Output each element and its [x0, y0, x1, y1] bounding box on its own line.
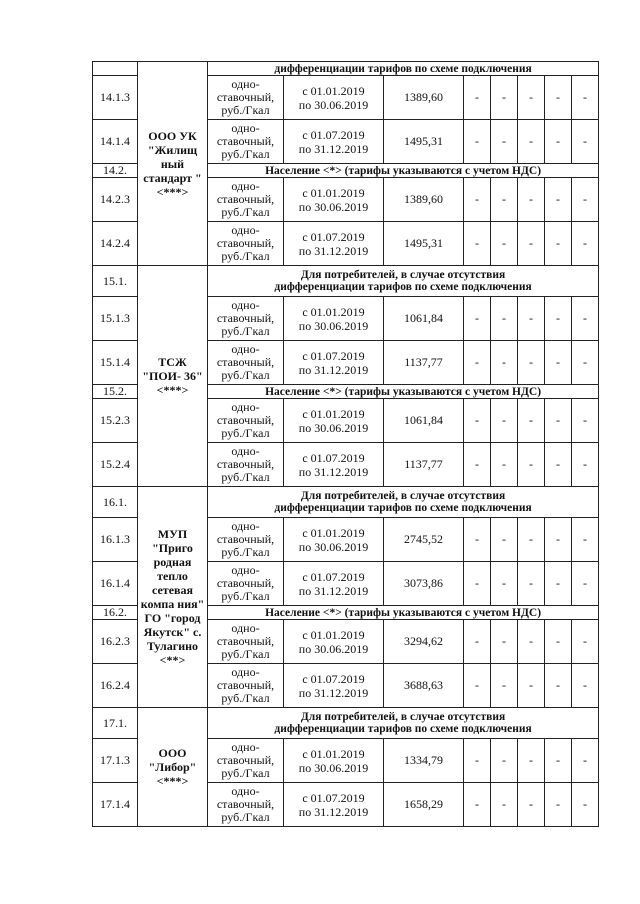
validity-period: с 01.01.2019 по 30.06.2019 [284, 739, 384, 783]
empty-value-dash: - [491, 297, 518, 341]
tariff-value: 3688,63 [384, 664, 464, 708]
row-number: 15.2.3 [93, 399, 138, 443]
empty-value-dash: - [518, 178, 545, 222]
empty-value-dash: - [572, 341, 599, 385]
empty-value-dash: - [518, 783, 545, 827]
tariff-value: 1658,29 [384, 783, 464, 827]
empty-value-dash: - [572, 783, 599, 827]
empty-value-dash: - [545, 783, 572, 827]
empty-value-dash: - [518, 443, 545, 487]
empty-value-dash: - [572, 120, 599, 164]
row-number: 15.1.4 [93, 341, 138, 385]
validity-period: с 01.01.2019 по 30.06.2019 [284, 178, 384, 222]
section-header: Население <*> (тарифы указываются с учетом НДС) [208, 164, 599, 178]
tariff-value: 3073,86 [384, 562, 464, 606]
rate-type: одно- ставочный, руб./Гкал [208, 297, 284, 341]
empty-value-dash: - [518, 222, 545, 266]
empty-value-dash: - [545, 341, 572, 385]
empty-value-dash: - [518, 739, 545, 783]
empty-value-dash: - [518, 297, 545, 341]
rate-type: одно- ставочный, руб./Гкал [208, 443, 284, 487]
empty-value-dash: - [491, 178, 518, 222]
row-number: 16.2.3 [93, 620, 138, 664]
section-header-row [93, 487, 599, 518]
tariff-value: 3294,62 [384, 620, 464, 664]
empty-value-dash: - [464, 76, 491, 120]
validity-period: с 01.07.2019 по 31.12.2019 [284, 341, 384, 385]
validity-period: с 01.07.2019 по 31.12.2019 [284, 120, 384, 164]
tariff-value: 1137,77 [384, 341, 464, 385]
empty-value-dash: - [464, 739, 491, 783]
empty-value-dash: - [518, 562, 545, 606]
empty-value-dash: - [464, 620, 491, 664]
rate-type: одно- ставочный, руб./Гкал [208, 120, 284, 164]
empty-value-dash: - [464, 518, 491, 562]
empty-value-dash: - [572, 443, 599, 487]
empty-value-dash: - [491, 76, 518, 120]
row-number: 14.2. [93, 164, 138, 178]
row-number: 17.1.4 [93, 783, 138, 827]
empty-value-dash: - [464, 664, 491, 708]
empty-value-dash: - [545, 518, 572, 562]
empty-value-dash: - [518, 620, 545, 664]
row-number: 16.1. [93, 487, 138, 518]
rate-type: одно- ставочный, руб./Гкал [208, 620, 284, 664]
empty-value-dash: - [518, 399, 545, 443]
empty-value-dash: - [545, 120, 572, 164]
rate-type: одно- ставочный, руб./Гкал [208, 76, 284, 120]
tariff-table-body [93, 62, 599, 827]
empty-value-dash: - [491, 562, 518, 606]
empty-value-dash: - [545, 562, 572, 606]
empty-value-dash: - [464, 178, 491, 222]
validity-period: с 01.01.2019 по 30.06.2019 [284, 620, 384, 664]
tariff-value: 1495,31 [384, 222, 464, 266]
empty-value-dash: - [464, 562, 491, 606]
empty-value-dash: - [545, 297, 572, 341]
empty-value-dash: - [518, 518, 545, 562]
empty-value-dash: - [491, 399, 518, 443]
rate-type: одно- ставочный, руб./Гкал [208, 399, 284, 443]
empty-value-dash: - [518, 664, 545, 708]
rate-type: одно- ставочный, руб./Гкал [208, 341, 284, 385]
section-header-row [93, 266, 599, 297]
tariff-value: 1334,79 [384, 739, 464, 783]
empty-value-dash: - [491, 783, 518, 827]
empty-value-dash: - [464, 399, 491, 443]
tariff-value: 1137,77 [384, 443, 464, 487]
empty-value-dash: - [572, 620, 599, 664]
tariff-value: 1495,31 [384, 120, 464, 164]
row-number: 15.1.3 [93, 297, 138, 341]
empty-value-dash: - [545, 76, 572, 120]
validity-period: с 01.01.2019 по 30.06.2019 [284, 76, 384, 120]
section-header: дифференциации тарифов по схеме подключения [208, 62, 599, 76]
row-number: 17.1.3 [93, 739, 138, 783]
validity-period: с 01.01.2019 по 30.06.2019 [284, 297, 384, 341]
empty-value-dash: - [545, 443, 572, 487]
empty-value-dash: - [464, 297, 491, 341]
row-number: 14.2.3 [93, 178, 138, 222]
rate-type: одно- ставочный, руб./Гкал [208, 222, 284, 266]
tariff-value: 1389,60 [384, 76, 464, 120]
empty-value-dash: - [464, 341, 491, 385]
rate-type: одно- ставочный, руб./Гкал [208, 178, 284, 222]
rate-type: одно- ставочный, руб./Гкал [208, 739, 284, 783]
section-header: Население <*> (тарифы указываются с учетом НДС) [208, 385, 599, 399]
empty-value-dash: - [545, 399, 572, 443]
empty-value-dash: - [464, 120, 491, 164]
empty-value-dash: - [572, 562, 599, 606]
tariff-value: 2745,52 [384, 518, 464, 562]
validity-period: с 01.01.2019 по 30.06.2019 [284, 518, 384, 562]
section-header: Для потребителей, в случае отсутствия дифференциации тарифов по схеме подключения [208, 708, 599, 739]
organization-name: ООО УК "Жилищ ный стандарт " <***> [138, 62, 208, 266]
organization-name: ООО "Либор" <***> [138, 708, 208, 827]
validity-period: с 01.07.2019 по 31.12.2019 [284, 443, 384, 487]
validity-period: с 01.07.2019 по 31.12.2019 [284, 222, 384, 266]
row-number: 14.1.4 [93, 120, 138, 164]
validity-period: с 01.07.2019 по 31.12.2019 [284, 562, 384, 606]
tariff-table [92, 61, 599, 827]
empty-value-dash: - [572, 178, 599, 222]
row-number: 15.2.4 [93, 443, 138, 487]
rate-type: одно- ставочный, руб./Гкал [208, 783, 284, 827]
section-header: Население <*> (тарифы указываются с учетом НДС) [208, 606, 599, 620]
empty-value-dash: - [491, 120, 518, 164]
organization-name: ТСЖ "ПОИ- 36" <***> [138, 266, 208, 487]
empty-value-dash: - [491, 222, 518, 266]
section-header-row [93, 708, 599, 739]
empty-value-dash: - [572, 76, 599, 120]
empty-value-dash: - [572, 518, 599, 562]
row-number: 16.2. [93, 606, 138, 620]
empty-value-dash: - [464, 222, 491, 266]
empty-value-dash: - [572, 222, 599, 266]
row-number: 17.1. [93, 708, 138, 739]
empty-value-dash: - [491, 664, 518, 708]
row-number [93, 62, 138, 76]
validity-period: с 01.07.2019 по 31.12.2019 [284, 783, 384, 827]
empty-value-dash: - [545, 664, 572, 708]
tariff-value: 1061,84 [384, 399, 464, 443]
row-number: 15.1. [93, 266, 138, 297]
organization-name: МУП "Приго родная тепло сетевая компа ния" ГО "город Якутск" с. Тулагино <**> [138, 487, 208, 708]
empty-value-dash: - [491, 620, 518, 664]
section-header: Для потребителей, в случае отсутствия дифференциации тарифов по схеме подключения [208, 487, 599, 518]
empty-value-dash: - [491, 739, 518, 783]
rate-type: одно- ставочный, руб./Гкал [208, 518, 284, 562]
empty-value-dash: - [572, 399, 599, 443]
empty-value-dash: - [518, 341, 545, 385]
empty-value-dash: - [518, 76, 545, 120]
row-number: 15.2. [93, 385, 138, 399]
validity-period: с 01.07.2019 по 31.12.2019 [284, 664, 384, 708]
empty-value-dash: - [545, 178, 572, 222]
empty-value-dash: - [491, 341, 518, 385]
section-header-row [93, 62, 599, 76]
row-number: 16.2.4 [93, 664, 138, 708]
empty-value-dash: - [572, 664, 599, 708]
empty-value-dash: - [572, 739, 599, 783]
tariff-value: 1389,60 [384, 178, 464, 222]
empty-value-dash: - [545, 222, 572, 266]
empty-value-dash: - [491, 518, 518, 562]
empty-value-dash: - [545, 620, 572, 664]
rate-type: одно- ставочный, руб./Гкал [208, 562, 284, 606]
validity-period: с 01.01.2019 по 30.06.2019 [284, 399, 384, 443]
empty-value-dash: - [545, 739, 572, 783]
rate-type: одно- ставочный, руб./Гкал [208, 664, 284, 708]
row-number: 16.1.3 [93, 518, 138, 562]
empty-value-dash: - [464, 783, 491, 827]
section-header: Для потребителей, в случае отсутствия дифференциации тарифов по схеме подключения [208, 266, 599, 297]
row-number: 14.2.4 [93, 222, 138, 266]
empty-value-dash: - [491, 443, 518, 487]
row-number: 16.1.4 [93, 562, 138, 606]
tariff-value: 1061,84 [384, 297, 464, 341]
empty-value-dash: - [572, 297, 599, 341]
empty-value-dash: - [464, 443, 491, 487]
empty-value-dash: - [518, 120, 545, 164]
row-number: 14.1.3 [93, 76, 138, 120]
